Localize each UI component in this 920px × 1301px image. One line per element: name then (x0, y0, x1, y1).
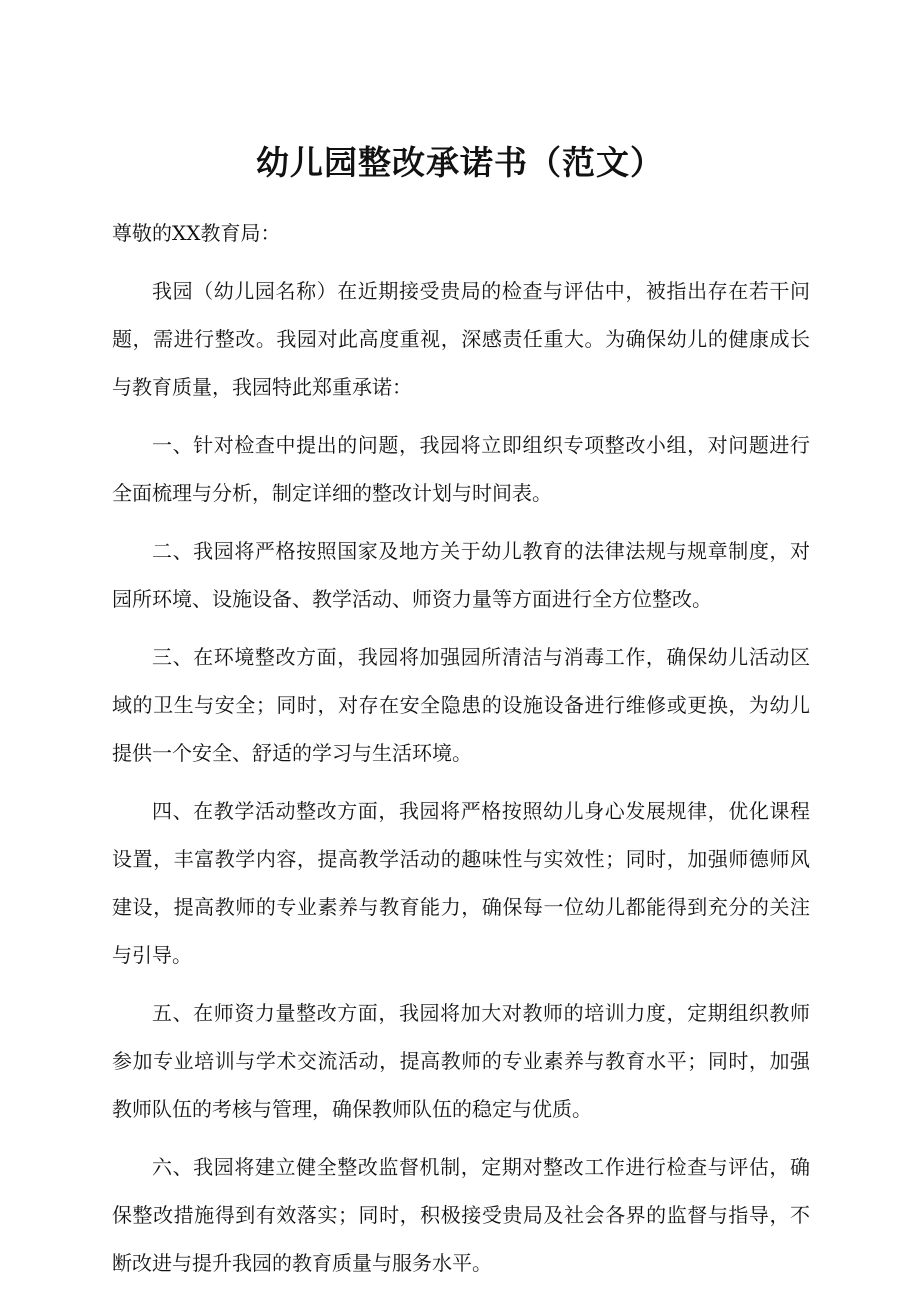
document-title: 幼儿园整改承诺书（范文） (256, 143, 664, 183)
commitment-item-3: 三、在环境整改方面，我园将加强园所清洁与消毒工作，确保幼儿活动区域的卫生与安全；同时，对存在安全隐患的设施设备进行维修或更换，为幼儿提供一个安全、舒适的学习与生活环境。 (112, 645, 810, 765)
commitment-item-4: 四、在教学活动整改方面，我园将严格按照幼儿身心发展规律，优化课程设置，丰富教学内容，提高教学活动的趣味性与实效性；同时，加强师德师风建设，提高教师的专业素养与教育能力，确保每一位幼儿都能得到充分的关注与引导。 (112, 799, 810, 967)
commitment-item-5: 五、在师资力量整改方面，我园将加大对教师的培训力度，定期组织教师参加专业培训与学术交流活动，提高教师的专业素养与教育水平；同时，加强教师队伍的考核与管理，确保教师队伍的稳定与优质。 (112, 1001, 810, 1121)
document-body (112, 267, 810, 1297)
intro-paragraph: 我园（幼儿园名称）在近期接受贵局的检查与评估中，被指出存在若干问题，需进行整改。我园对此高度重视，深感责任重大。为确保幼儿的健康成长与教育质量，我园特此郑重承诺： (112, 279, 810, 399)
commitment-item-1: 一、针对检查中提出的问题，我园将立即组织专项整改小组，对问题进行全面梳理与分析，制定详细的整改计划与时间表。 (112, 433, 810, 505)
commitment-item-6: 六、我园将建立健全整改监督机制，定期对整改工作进行检查与评估，确保整改措施得到有效落实；同时，积极接受贵局及社会各界的监督与指导，不断改进与提升我园的教育质量与服务水平。 (112, 1155, 810, 1275)
commitment-item-2: 二、我园将严格按照国家及地方关于幼儿教育的法律法规与规章制度，对园所环境、设施设备、教学活动、师资力量等方面进行全方位整改。 (112, 539, 810, 611)
salutation: 尊敬的XX教育局： (112, 221, 281, 245)
